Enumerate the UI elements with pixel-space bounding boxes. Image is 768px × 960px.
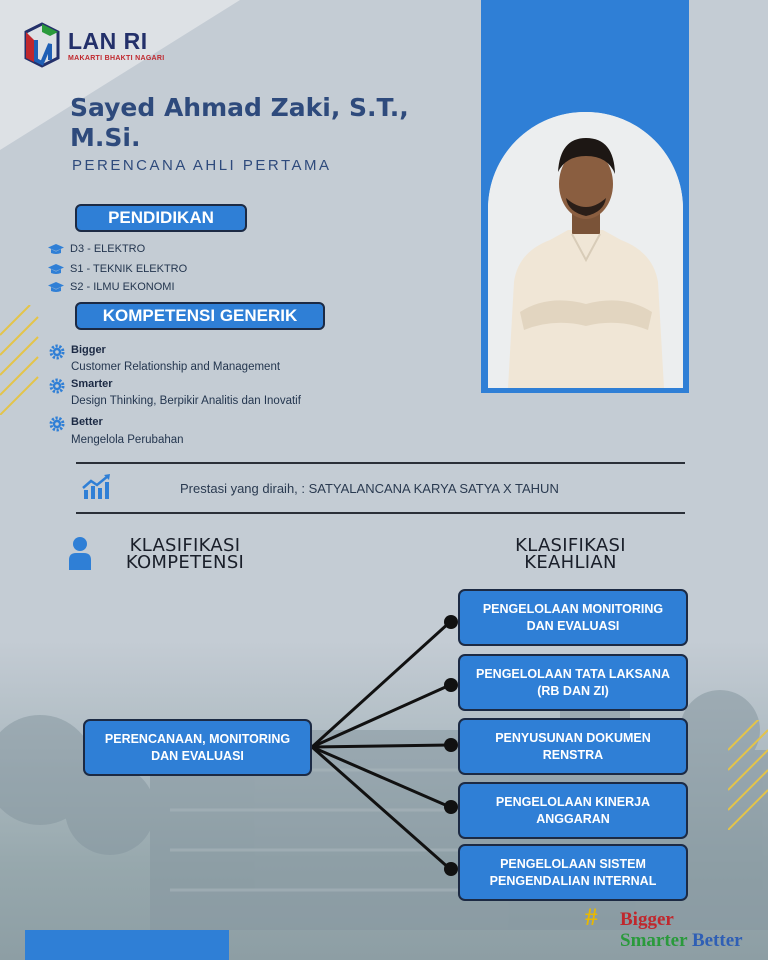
expertise-box: [458, 589, 688, 646]
education-label: D3 - ELEKTRO: [70, 243, 146, 255]
competence-line2: DAN EVALUASI: [151, 748, 244, 763]
connector-dot: [444, 678, 458, 692]
generic-item-desc: Design Thinking, Berpikir Analitis dan Inovatif: [71, 395, 301, 407]
generic-item-desc: Mengelola Perubahan: [71, 434, 184, 446]
generic-item-title: Bigger: [71, 344, 106, 356]
expertise-line1: PENGELOLAAN SISTEM: [500, 856, 646, 871]
connector-dot: [444, 800, 458, 814]
expertise-heading-line1: KLASIFIKASI: [515, 535, 626, 556]
expertise-line2: PENGENDALIAN INTERNAL: [489, 873, 657, 888]
expertise-line1: PENGELOLAAN MONITORING: [482, 601, 664, 616]
competence-heading-line1: KLASIFIKASI: [129, 535, 241, 556]
expertise-line2: ANGGARAN: [536, 811, 610, 826]
hashtag-symbol: #: [585, 904, 598, 931]
expertise-line1: PENYUSUNAN DOKUMEN: [495, 730, 651, 745]
generic-item-desc: Customer Relationship and Management: [71, 361, 281, 373]
generic-item-title: Smarter: [71, 378, 113, 390]
expertise-line2: DAN EVALUASI: [526, 618, 620, 633]
expertise-line1: PENGELOLAAN KINERJA: [495, 794, 651, 809]
connector-dot: [444, 862, 458, 876]
expertise-box: [458, 718, 688, 775]
competence-classification-box: [83, 719, 312, 776]
logo-name: LAN RI: [68, 28, 148, 54]
hashtag-smarter: Smarter: [620, 930, 688, 951]
hashtag-bigger: Bigger: [620, 909, 674, 930]
hashtag-better: Better: [691, 930, 743, 951]
expertise-box: [458, 844, 688, 901]
education-label: S1 - TEKNIK ELEKTRO: [70, 263, 188, 275]
position-title: PERENCANA AHLI PERTAMA: [72, 157, 332, 174]
expertise-box: [458, 782, 688, 839]
expertise-box: [458, 654, 688, 711]
generic-competence-heading: KOMPETENSI GENERIK: [75, 302, 325, 330]
logo-tagline: MAKARTI BHAKTI NAGARI: [68, 55, 165, 62]
person-name: Sayed Ahmad Zaki, S.T., M.Si.: [70, 93, 409, 152]
expertise-heading-line2: KEAHLIAN: [524, 552, 617, 573]
generic-item-title: Better: [71, 416, 103, 428]
achievement-text: Prestasi yang diraih, : SATYALANCANA KARYA SATYA X TAHUN: [180, 481, 559, 496]
expertise-line2: RENSTRA: [542, 747, 604, 762]
connector-dot: [444, 738, 458, 752]
expertise-line2: (RB DAN ZI): [537, 683, 609, 698]
education-label: S2 - ILMU EKONOMI: [70, 281, 175, 293]
connector-dot: [444, 615, 458, 629]
competence-heading-line2: KOMPETENSI: [125, 552, 245, 573]
expertise-line1: PENGELOLAAN TATA LAKSANA: [476, 666, 670, 681]
hashtag-smarter-better: [620, 930, 743, 952]
bottom-accent-bar: [25, 930, 229, 960]
competence-line1: PERENCANAAN, MONITORING: [104, 731, 291, 746]
education-heading: PENDIDIKAN: [75, 204, 247, 232]
